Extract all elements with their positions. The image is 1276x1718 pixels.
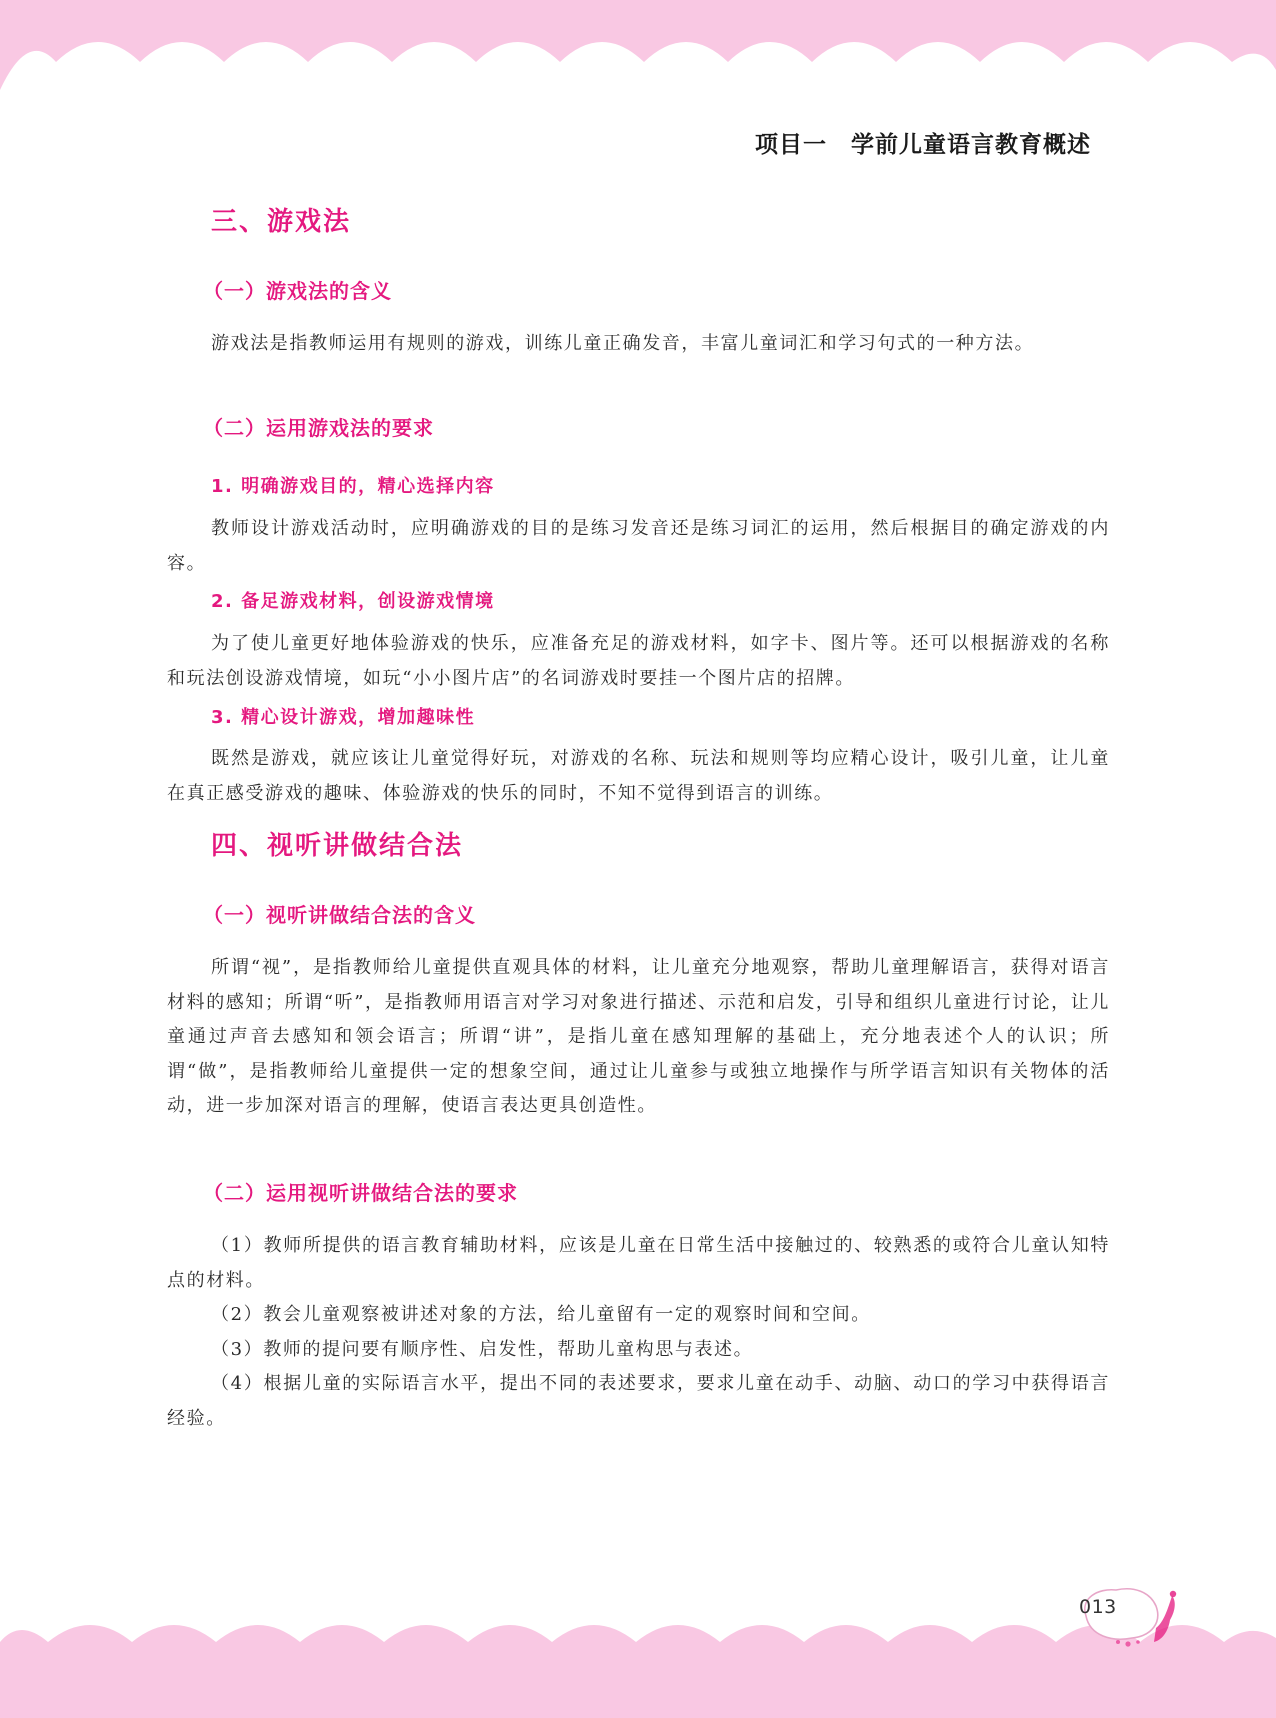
item-title-design: 3. 精心设计游戏，增加趣味性	[211, 707, 476, 728]
requirement-point-1: （1）教师所提供的语言教育辅助材料，应该是儿童在日常生活中接触过的、较熟悉的或符合儿童认知特点的材料。	[167, 1235, 1110, 1291]
subsection-title-combined-requirements: （二）运用视听讲做结合法的要求	[203, 1181, 518, 1205]
running-title: 项目一 学前儿童语言教育概述	[755, 132, 1091, 158]
top-scallop-band	[0, 0, 1276, 100]
requirement-point-4: （4）根据儿童的实际语言水平，提出不同的表述要求，要求儿童在动手、动脑、动口的学习中获得语言经验。	[167, 1373, 1110, 1429]
subsection-title-games-requirements: （二）运用游戏法的要求	[203, 416, 434, 440]
section-title-games: 三、游戏法	[211, 207, 352, 237]
requirement-point-3: （3）教师的提问要有顺序性、启发性，帮助儿童构思与表述。	[211, 1339, 754, 1360]
page-number: 013	[1079, 1596, 1117, 1618]
paragraph-goal: 教师设计游戏活动时，应明确游戏的目的是练习发音还是练习词汇的运用，然后根据目的确定游戏的内容。	[167, 518, 1110, 574]
subsection-title-games-meaning: （一）游戏法的含义	[203, 279, 392, 303]
section-title-combined-method: 四、视听讲做结合法	[211, 831, 464, 861]
requirement-point-2: （2）教会儿童观察被讲述对象的方法，给儿童留有一定的观察时间和空间。	[211, 1304, 871, 1325]
paragraph-design: 既然是游戏，就应该让儿童觉得好玩，对游戏的名称、玩法和规则等均应精心设计，吸引儿童，让儿童在真正感受游戏的趣味、体验游戏的快乐的同时，不知不觉得到语言的训练。	[167, 748, 1110, 804]
paragraph-games-meaning: 游戏法是指教师运用有规则的游戏，训练儿童正确发音，丰富儿童词汇和学习句式的一种方法。	[211, 333, 1035, 354]
item-title-materials: 2. 备足游戏材料，创设游戏情境	[211, 591, 495, 612]
item-title-goal: 1. 明确游戏目的，精心选择内容	[211, 476, 495, 497]
paragraph-materials: 为了使儿童更好地体验游戏的快乐，应准备充足的游戏材料，如字卡、图片等。还可以根据游戏的名称和玩法创设游戏情境，如玩“小小图片店”的名词游戏时要挂一个图片店的招牌。	[167, 633, 1110, 689]
paragraph-combined-meaning: 所谓“视”，是指教师给儿童提供直观具体的材料，让儿童充分地观察，帮助儿童理解语言，获得对语言材料的感知；所谓“听”，是指教师用语言对学习对象进行描述、示范和启发，引导和组织儿童进行讨论，让儿童通过声音去感知和领会语言；所谓“讲”，是指儿童在感知理解的基础上，充分地表述个人的认识；所谓“做”，是指教师给儿童提供一定的想象空间，通过让儿童参与或独立地操作与所学语言知识有关物体的活动，进一步加深对语言的理解，使语言表达更具创造性。	[167, 957, 1110, 1116]
top-scallop-shape	[0, 0, 1276, 100]
subsection-title-combined-meaning: （一）视听讲做结合法的含义	[203, 903, 476, 927]
